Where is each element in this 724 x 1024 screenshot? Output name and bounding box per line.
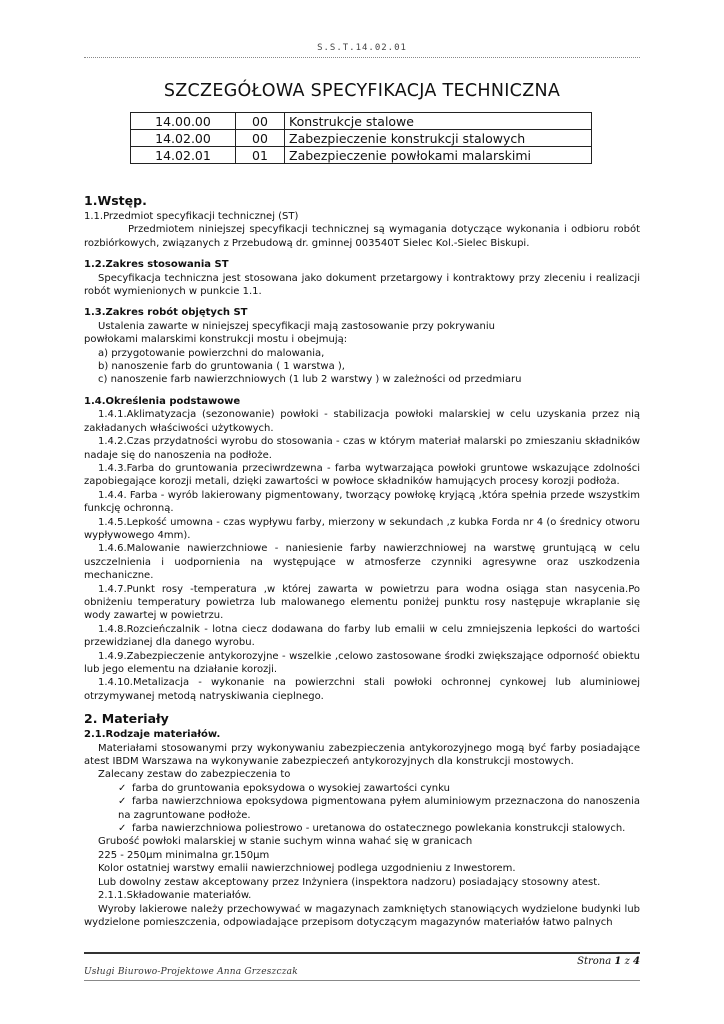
table-row <box>131 147 592 164</box>
paragraph: Materiałami stosowanymi przy wykonywaniu zabezpieczenia antykorozyjnego mogą być farby posiadające atest IBDM Warszawa na wykonywanie zabezpieczeń antykorozyjnych dla konstrukcji mostowych. <box>84 742 640 768</box>
description-cell: Zabezpieczenie powłokami malarskimi <box>285 147 592 164</box>
footer-divider <box>84 952 640 954</box>
definition-item: 1.4.1.Aklimatyzacja (sezonowanie) powłoki - stabilizacja powłoki malarskiej w celu uzyskania przez nią zakładanych właściwości użytkowych. <box>84 409 640 434</box>
list-item: a) przygotowanie powierzchni do malowania, <box>98 347 325 359</box>
table-row <box>131 130 592 147</box>
section-heading-introduction: 1.Wstęp. <box>84 193 147 208</box>
header-code: S.S.T.14.02.01 <box>317 43 407 53</box>
list-item <box>84 782 640 795</box>
spacer <box>84 703 640 711</box>
document-title: SZCZEGÓŁOWA SPECYFIKACJA TECHNICZNA <box>163 81 561 101</box>
check-icon: ✓ <box>118 796 127 808</box>
page-total: 4 <box>633 956 640 967</box>
paragraph: 225 - 250µm minimalna gr.150µm <box>98 849 270 861</box>
paragraph: 2.1.1.Składowanie materiałów. <box>98 890 252 902</box>
code-cell: 14.00.00 <box>131 113 236 130</box>
list-item <box>84 822 640 835</box>
document-body <box>84 193 640 929</box>
definition-item: 1.4.2.Czas przydatności wyrobu do stosowania - czas w którym materiał malarski po zmieszaniu składników nadaje się do nanoszenia na podłoże. <box>84 436 640 461</box>
page-number <box>540 956 640 967</box>
list-item-text: farba do gruntowania epoksydowa o wysokiej zawartości cynku <box>132 782 450 794</box>
paragraph: Ustalenia zawarte w niniejszej specyfikacji mają zastosowanie przy pokrywaniu <box>98 320 495 332</box>
company-name: Usługi Biurowo-Projektowe Anna Grzeszczak <box>84 967 298 977</box>
subsection-heading-scope: 1.2.Zakres stosowania ST <box>84 259 229 271</box>
list-item: b) nanoszenie farb do gruntowania ( 1 warstwa ), <box>98 361 345 373</box>
number-cell: 00 <box>236 130 285 147</box>
code-cell: 14.02.01 <box>131 147 236 164</box>
subsection-heading: 1.1.Przedmiot specyfikacji technicznej (ST) <box>84 211 299 222</box>
description-cell: Zabezpieczenie konstrukcji stalowych <box>285 130 592 147</box>
paragraph: Specyfikacja techniczna jest stosowana jako dokument przetargowy i kontraktowy przy zleceniu i realizacji robót wymienionych w punkcie 1.1. <box>84 272 640 298</box>
definition-item: 1.4.5.Lepkość umowna - czas wypływu farby, mierzony w sekundach ,z kubka Forda nr 4 (o średnicy otworu wypływowego 4mm). <box>84 516 640 541</box>
check-icon: ✓ <box>118 782 127 794</box>
definition-item: 1.4.7.Punkt rosy -temperatura ,w której zawarta w powietrzu para wodna osiąga stan nasycenia.Po obniżeniu temperatury powietrza lub malowanego elementu poniżej punktu rosy następuje wkraplanie się wody zawartej w powietrzu. <box>84 583 640 622</box>
footer-bottom-divider <box>84 980 640 981</box>
check-icon: ✓ <box>118 823 127 835</box>
definition-item: 1.4.4. Farba - wyrób lakierowany pigmentowany, tworzący powłokę kryjącą ,która spełnia przede wszystkim funkcję ochronną. <box>84 489 640 515</box>
subsection-heading: 2.1.Rodzaje materiałów. <box>84 729 221 741</box>
definition-item: 1.4.6.Malowanie nawierzchniowe - naniesienie farby nawierzchniowej na warstwę gruntującą w celu uszczelnienia i uodpornienia na występujące w atmosferze czynniki agresywne oraz uszkodzenia mechaniczne. <box>84 543 640 582</box>
list-item-text: farba nawierzchniowa poliestrowo - uretanowa do ostatecznego powlekania konstrukcji stalowych. <box>132 823 626 835</box>
section-heading-materials: 2. Materiały <box>84 711 169 727</box>
number-cell: 00 <box>236 113 285 130</box>
paragraph: powłokami malarskimi konstrukcji mostu i obejmują: <box>84 334 348 346</box>
page-current: 1 <box>614 956 622 967</box>
paragraph: Grubość powłoki malarskiej w stanie suchym winna wahać się w granicach <box>98 836 473 848</box>
list-item <box>84 795 640 822</box>
paragraph: Lub dowolny zestaw akceptowany przez Inżyniera (inspektora nadzoru) posiadający stosowny atest. <box>98 876 601 888</box>
list-item-text: farba nawierzchniowa epoksydowa pigmentowana pyłem aluminiowym przeznaczona do nanoszenia na zagruntowane podłoże. <box>118 796 640 821</box>
page-prefix: Strona <box>577 956 612 967</box>
number-cell: 01 <box>236 147 285 164</box>
paragraph: Kolor ostatniej warstwy emalii nawierzchniowej podlega uzgodnieniu z Inwestorem. <box>98 863 516 875</box>
definition-item: 1.4.9.Zabezpieczenie antykorozyjne - wszelkie ,celowo zastosowane środki zwiększające odporność obiektu lub jego elementu na działanie korozji. <box>84 650 640 675</box>
paragraph: Przedmiotem niniejszej specyfikacji technicznej są wymagania dotyczące wykonania i odbioru robót rozbiórkowych, związanych z Przebudową dr. gminnej 003540T Sielec Kol.-Sielec Biskupi. <box>84 224 640 249</box>
description-cell: Konstrukcje stalowe <box>285 113 592 130</box>
header-divider <box>84 57 640 58</box>
paragraph: Zalecany zestaw do zabezpieczenia to <box>98 769 291 781</box>
code-cell: 14.02.00 <box>131 130 236 147</box>
paragraph: Wyroby lakierowe należy przechowywać w magazynach zamkniętych stanowiących wydzielone budynki lub wydzielone pomieszczenia, odpowiadające przepisom dotyczącym magazynów materiałów łatwo palnych <box>84 903 640 928</box>
definition-item: 1.4.3.Farba do gruntowania przeciwrdzewna - farba wytwarzająca powłoki gruntowe wskazujące zdolności zapobiegające korozji metali, dzięki zawartości w powłoce składników hamujących procesy korozji podłoża. <box>84 462 640 488</box>
list-item: c) nanoszenie farb nawierzchniowych (1 lub 2 warstwy ) w zależności od przedmiaru <box>98 374 522 386</box>
definition-item: 1.4.10.Metalizacja - wykonanie na powierzchni stali powłoki ochronnej cynkowej lub aluminiowej otrzymywanej metodą natryskiwania cieplnego. <box>84 677 640 702</box>
page-separator: z <box>624 956 630 967</box>
table-row <box>131 113 592 130</box>
spec-codes-table <box>130 112 592 164</box>
subsection-heading-definitions: 1.4.Określenia podstawowe <box>84 395 241 407</box>
definition-item: 1.4.8.Rozcieńczalnik - lotna ciecz dodawana do farby lub emalii w celu zmniejszenia lepkości do wartości przewidzianej dla danego wyrobu. <box>84 623 640 649</box>
subsection-heading-works: 1.3.Zakres robót objętych ST <box>84 307 248 319</box>
